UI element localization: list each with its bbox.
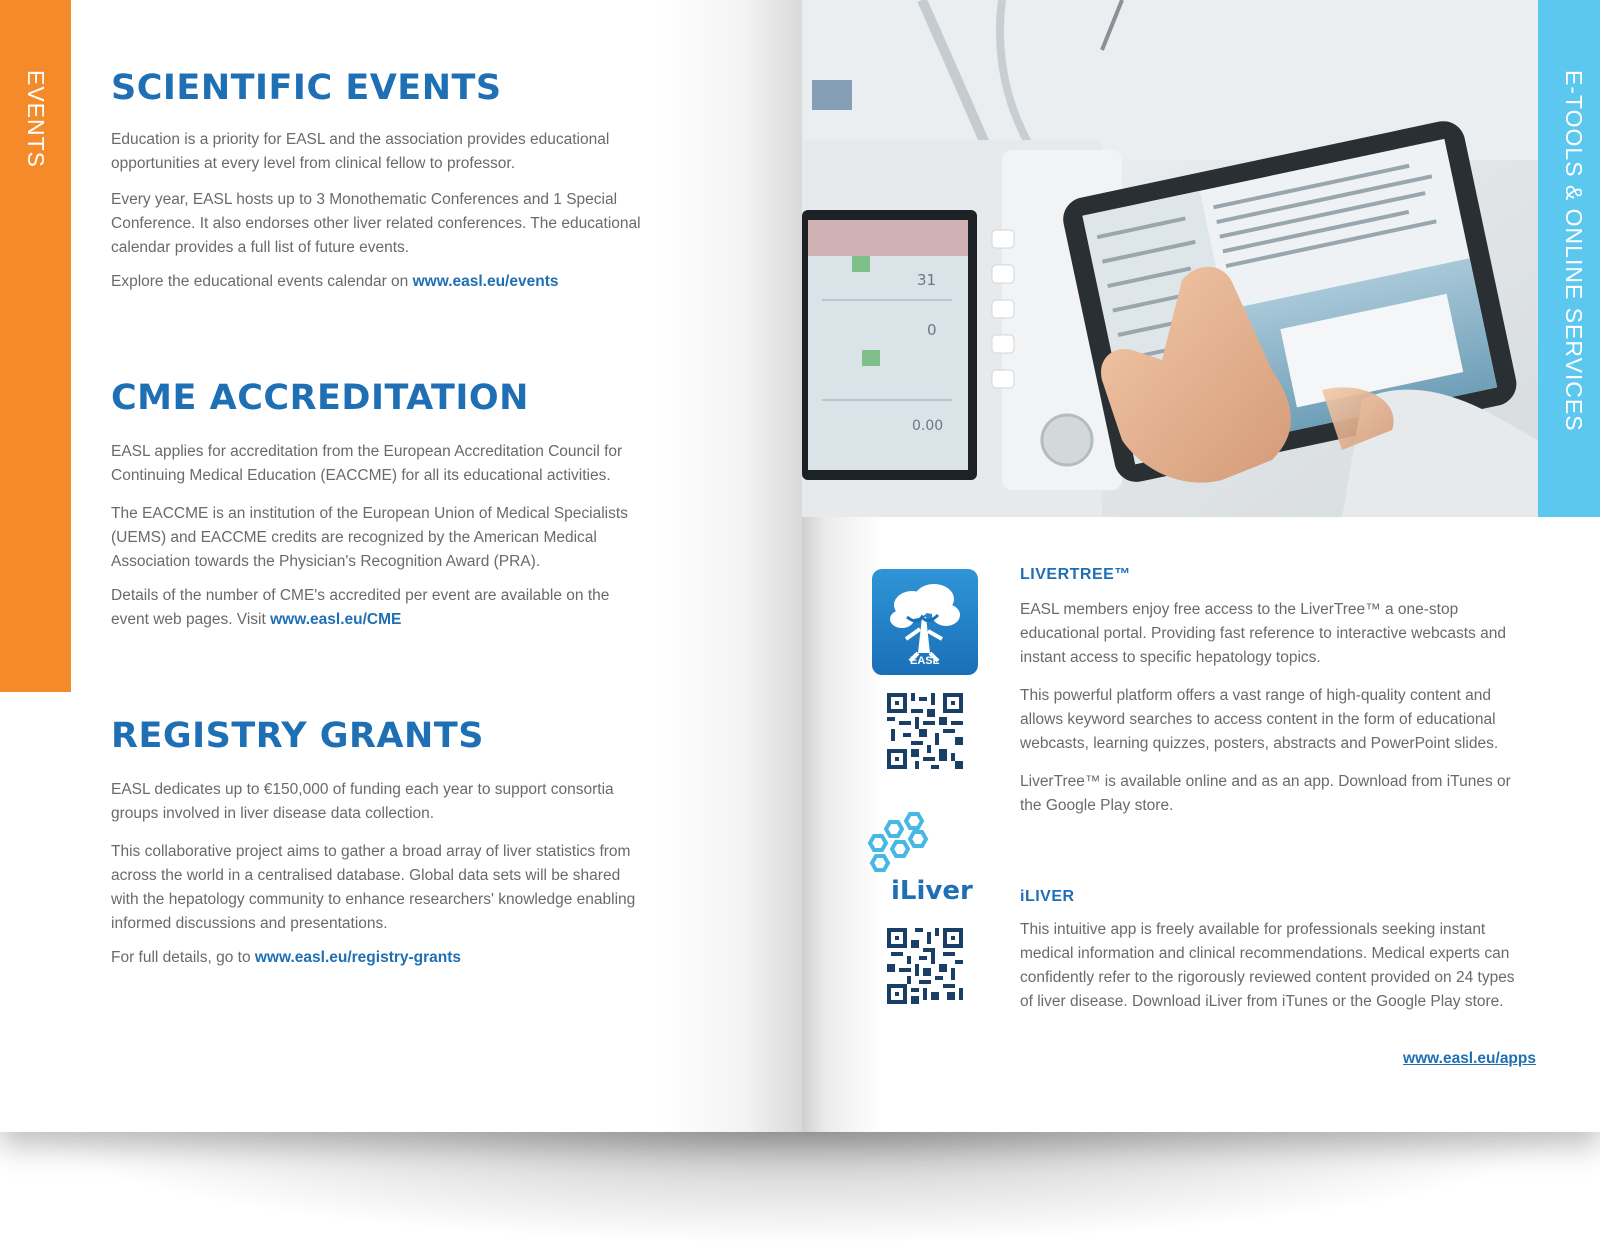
paragraph: EASL applies for accreditation from the European Accreditation Council for Continuing Medical Education (EACCME) for all its educational activities. (111, 443, 623, 484)
paragraph: Education is a priority for EASL and the association provides educational opportunities at every level from clinical fellow to professor. (111, 131, 610, 172)
etools-tab-label: E-TOOLS & ONLINE SERVICES (1561, 70, 1587, 432)
section-title: CME ACCREDITATION (111, 378, 529, 418)
livertree-title: LIVERTREE™ (1020, 566, 1131, 583)
events-tab-label: EVENTS (23, 70, 49, 169)
cme-accreditation-section (111, 378, 641, 632)
events-tab (0, 0, 71, 692)
paragraph: Every year, EASL hosts up to 3 Monothematic Conferences and 1 Special Conference. It also endorses other liver related conferences. The educational calendar provides a full list of future events. (111, 191, 641, 256)
tablet-photo (802, 0, 1538, 517)
monitor-readout: 0.00 (912, 418, 944, 434)
paragraph: This powerful platform offers a vast range of high-quality content and allows keyword searches to access content in the form of educational webcasts, learning quizzes, posters, abstracts and PowerPoint slides. (1020, 687, 1499, 752)
book-shadow (20, 1125, 1580, 1245)
iliver-logo-text: iLiver (891, 876, 973, 906)
events-link[interactable]: www.easl.eu/events (412, 273, 559, 290)
scientific-events-section (111, 68, 641, 294)
paragraph: LiverTree™ is available online and as an app. Download from iTunes or the Google Play store. (1020, 773, 1511, 814)
medical-tablet-illustration (802, 0, 1538, 517)
registry-grants-link[interactable]: www.easl.eu/registry-grants (254, 949, 462, 966)
paragraph: This intuitive app is freely available for professionals seeking instant medical information and clinical recommendations. Medical experts can confidently refer to the rigorously reviewed content provided on 24 types of liver disease. Download iLiver from iTunes or the Google Play store. (1020, 921, 1515, 1010)
livertree-app-icon[interactable] (872, 569, 978, 675)
section-title: REGISTRY GRANTS (111, 716, 484, 756)
cme-link-paragraph (111, 584, 641, 632)
link-lead: For full details, go to (111, 949, 255, 966)
registry-link-paragraph (111, 946, 641, 970)
iliver-logo-icon (862, 808, 942, 878)
paragraph: EASL members enjoy free access to the LiverTree™ a one-stop educational portal. Providing fast reference to interactive webcasts and instant access to specific hepatology topics. (1020, 601, 1506, 666)
link-lead: Details of the number of CME's accredited per event are available on the event web pages. Visit (111, 587, 610, 628)
etools-tab (1538, 0, 1600, 517)
paragraph: EASL dedicates up to €150,000 of funding each year to support consortia groups involved in liver disease data collection. (111, 781, 614, 822)
cme-link[interactable]: www.easl.eu/CME (270, 611, 402, 628)
registry-grants-section (111, 716, 641, 970)
qr-icon (887, 693, 963, 769)
iliver-section (1020, 888, 1530, 1014)
monitor-readout: 0 (927, 321, 937, 339)
apps-link[interactable]: www.easl.eu/apps (1403, 1050, 1536, 1067)
livertree-qr-code[interactable] (887, 693, 963, 769)
events-link-paragraph (111, 270, 641, 294)
iliver-qr-code[interactable] (887, 928, 963, 1004)
link-lead: Explore the educational events calendar on (111, 273, 413, 290)
easl-icon-label: EASL (910, 655, 940, 667)
monitor-readout: 31 (917, 271, 937, 289)
paragraph: This collaborative project aims to gather a broad array of liver statistics from across the world in a centralised database. Global data sets will be shared with the hepatology community to enhance researchers' knowledge enabling informed discussions and presentations. (111, 843, 636, 932)
section-title: SCIENTIFIC EVENTS (111, 68, 502, 108)
qr-icon (887, 928, 963, 1004)
left-page (0, 0, 802, 1132)
paragraph: The EACCME is an institution of the European Union of Medical Specialists (UEMS) and EACCME credits are recognized by the American Medical Association towards the Physician's Recognition Award (PRA). (111, 505, 628, 570)
iliver-title: iLIVER (1020, 888, 1075, 905)
livertree-section (1020, 566, 1530, 818)
